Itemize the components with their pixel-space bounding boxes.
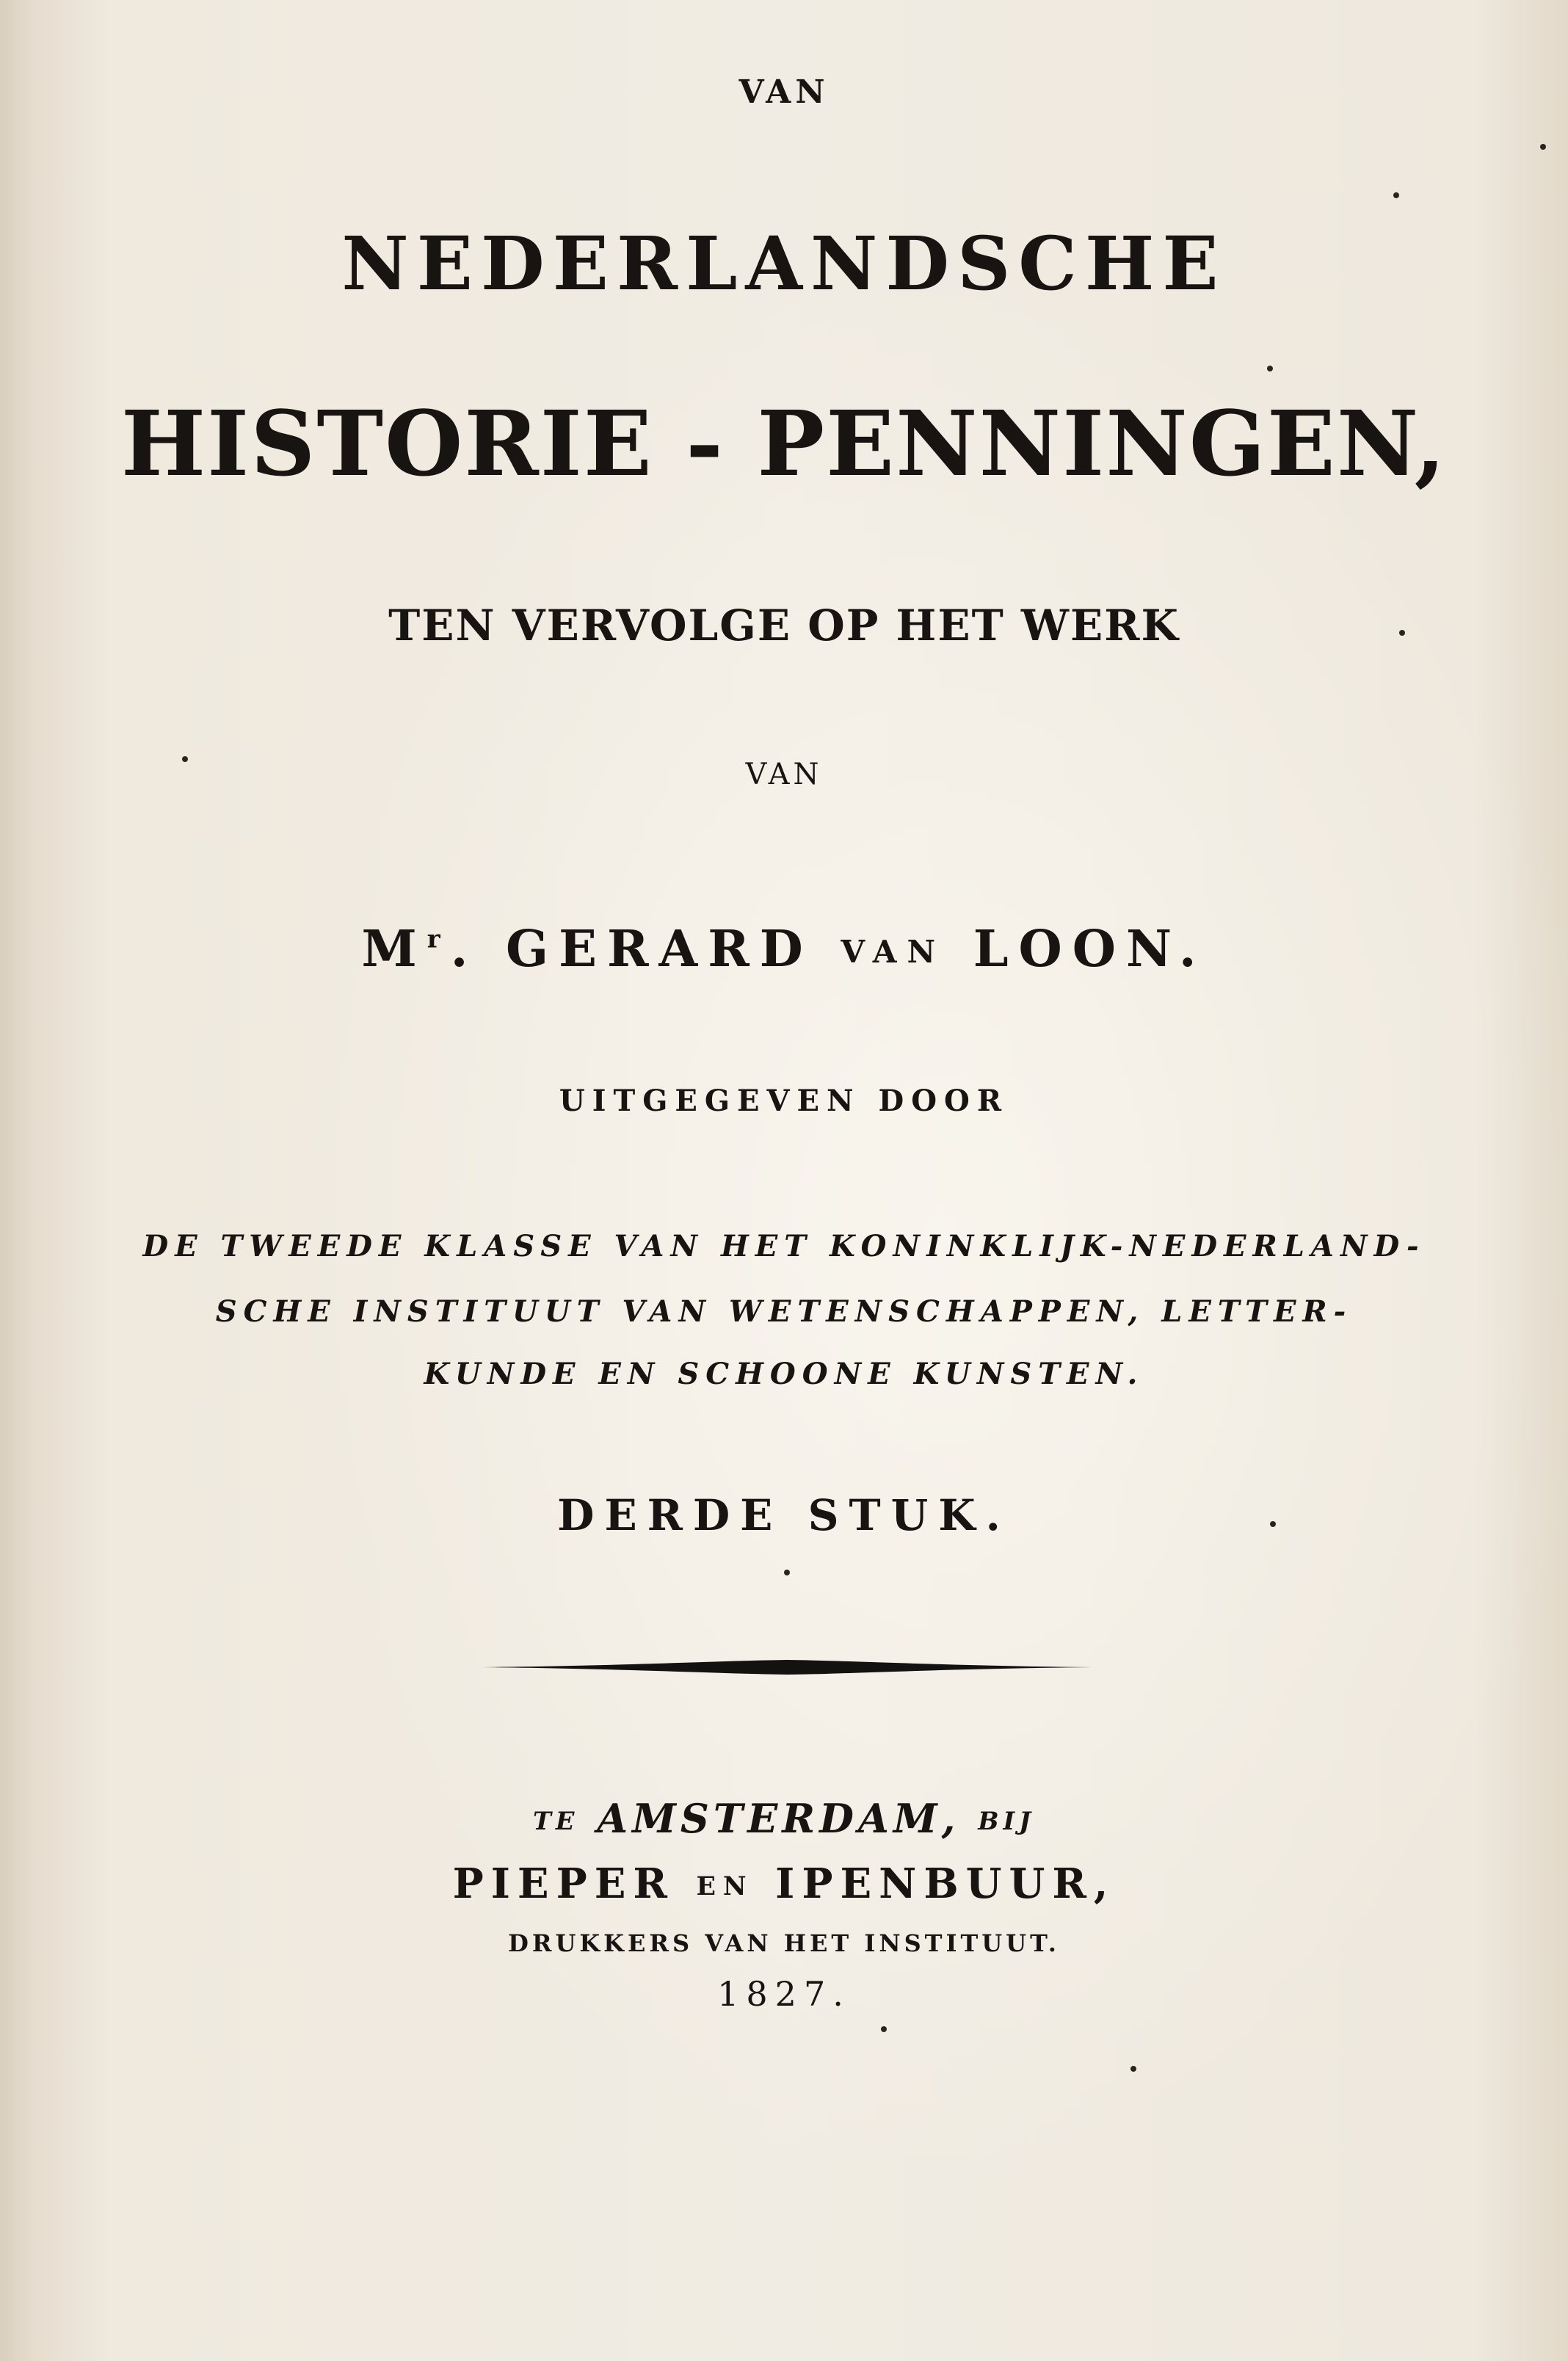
author-honorific: M — [361, 920, 427, 979]
top-van: VAN — [738, 73, 830, 111]
printer-joiner: EN — [696, 1871, 754, 1901]
subtitle: TEN VERVOLGE OP HET WERK — [388, 601, 1180, 650]
imprint-place — [0, 1795, 1568, 1842]
printer-name-a: PIEPER — [452, 1860, 697, 1908]
paper-speck — [1270, 1521, 1276, 1527]
by-van: VAN — [745, 758, 823, 791]
paper-speck — [1393, 192, 1399, 198]
title-line-1: NEDERLANDSCHE — [341, 220, 1227, 307]
imprint-printer-role: DRUKKERS VAN HET INSTITUUT. — [508, 1929, 1060, 1957]
imprint-year: 1827. — [717, 1974, 851, 2014]
author-given: . GERARD — [450, 920, 841, 979]
imprint-place-prefix: TE — [533, 1806, 579, 1835]
swelled-rule — [482, 1658, 1092, 1677]
printer-name-b: IPENBUUR, — [753, 1860, 1116, 1908]
author-honorific-sup: r — [427, 924, 451, 954]
paper-speck — [1130, 2066, 1136, 2072]
author-line — [0, 920, 1568, 979]
paper-speck — [1540, 144, 1546, 150]
title-line-2: HISTORIE - PENNINGEN, — [120, 391, 1448, 496]
institute-line-1: DE TWEEDE KLASSE VAN HET KONINKLIJK-NEDERLAND- — [142, 1229, 1426, 1263]
imprint-printer — [0, 1860, 1568, 1908]
paper-speck — [881, 2026, 887, 2032]
imprint-place-name: AMSTERDAM, — [578, 1795, 979, 1842]
author-particle: VAN — [841, 932, 946, 970]
imprint-place-suffix: BIJ — [978, 1806, 1035, 1835]
published-by: UITGEGEVEN DOOR — [559, 1084, 1009, 1118]
author-surname: LOON. — [945, 920, 1207, 979]
institute-line-2: SCHE INSTITUUT VAN WETENSCHAPPEN, LETTER- — [215, 1294, 1353, 1329]
paper-speck — [784, 1570, 790, 1575]
part-label: DERDE STUK. — [557, 1490, 1011, 1540]
institute-line-3: KUNDE EN SCHOONE KUNSTEN. — [424, 1357, 1144, 1391]
paper-speck — [1267, 366, 1273, 371]
paper-speck — [1399, 630, 1405, 636]
paper-speck — [182, 756, 188, 762]
